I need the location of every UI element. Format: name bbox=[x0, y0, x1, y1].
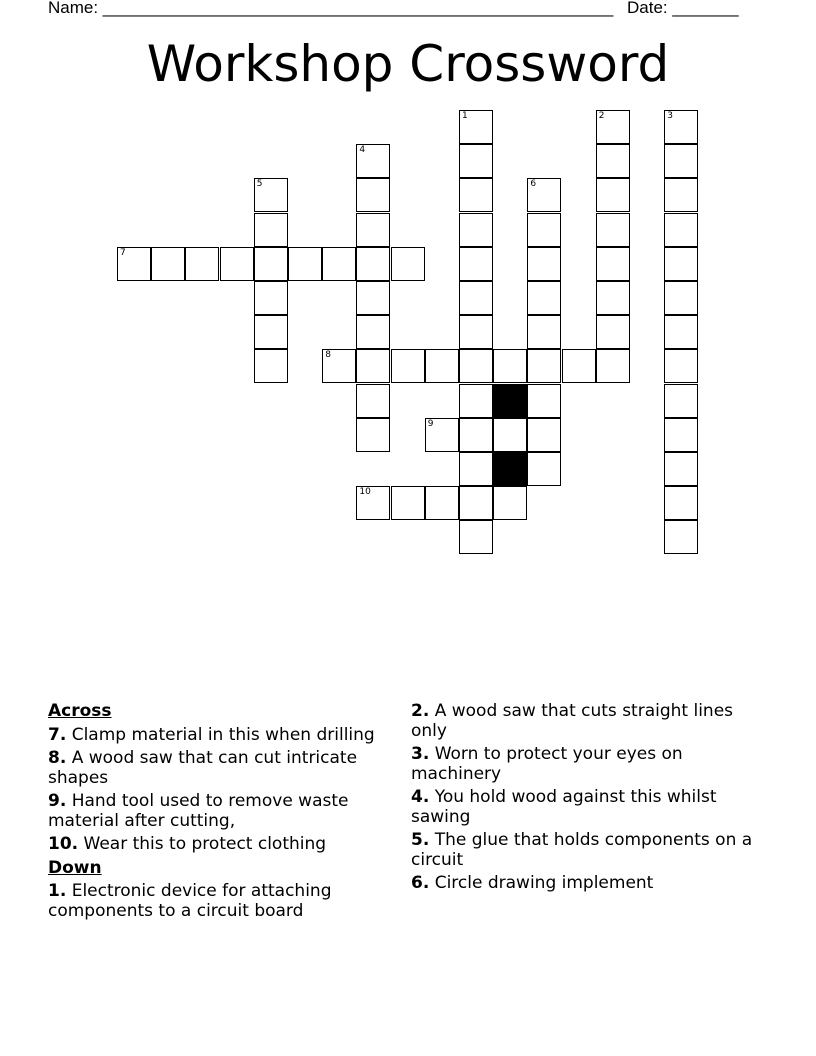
clue-text: Wear this to protect clothing bbox=[78, 834, 327, 854]
answer-cell[interactable] bbox=[425, 486, 459, 520]
answer-cell[interactable] bbox=[664, 384, 698, 418]
page-title: Workshop Crossword bbox=[146, 35, 670, 93]
answer-cell[interactable] bbox=[596, 315, 630, 349]
answer-cell[interactable] bbox=[459, 281, 493, 315]
clue-number: 10 bbox=[359, 487, 371, 498]
answer-cell[interactable] bbox=[664, 520, 698, 554]
clue-number-label: 5. bbox=[411, 830, 430, 850]
clue-item bbox=[411, 831, 771, 870]
answer-cell[interactable] bbox=[596, 110, 630, 144]
answer-cell[interactable] bbox=[459, 110, 493, 144]
answer-cell[interactable] bbox=[356, 213, 390, 247]
answer-cell[interactable] bbox=[220, 247, 254, 281]
clue-number-label: 4. bbox=[411, 787, 430, 807]
clues-right-column bbox=[411, 702, 771, 898]
black-cell bbox=[493, 452, 527, 486]
answer-cell[interactable] bbox=[596, 178, 630, 212]
down-clue-list-continued bbox=[411, 702, 771, 894]
answer-cell[interactable] bbox=[254, 213, 288, 247]
answer-cell[interactable] bbox=[596, 213, 630, 247]
clue-number: 4 bbox=[359, 145, 366, 156]
answer-cell[interactable] bbox=[527, 281, 561, 315]
answer-cell[interactable] bbox=[459, 178, 493, 212]
answer-cell[interactable] bbox=[459, 520, 493, 554]
answer-cell[interactable] bbox=[459, 486, 493, 520]
clue-item bbox=[411, 745, 771, 784]
answer-cell[interactable] bbox=[356, 384, 390, 418]
answer-cell[interactable] bbox=[322, 247, 356, 281]
answer-cell[interactable] bbox=[527, 452, 561, 486]
clue-number: 6 bbox=[530, 179, 537, 190]
answer-cell[interactable] bbox=[459, 452, 493, 486]
answer-cell[interactable] bbox=[356, 315, 390, 349]
clue-number-label: 8. bbox=[48, 748, 67, 768]
answer-cell[interactable] bbox=[527, 315, 561, 349]
answer-cell[interactable] bbox=[664, 178, 698, 212]
clue-text: Hand tool used to remove waste material after cutting, bbox=[48, 791, 349, 831]
answer-cell[interactable] bbox=[664, 418, 698, 452]
clues-left-column bbox=[48, 702, 388, 925]
clue-number: 7 bbox=[120, 247, 126, 258]
clue-item bbox=[48, 792, 388, 831]
across-heading: Across bbox=[48, 701, 112, 721]
answer-cell[interactable] bbox=[322, 349, 356, 383]
clue-item bbox=[48, 749, 388, 788]
answer-cell[interactable] bbox=[356, 178, 390, 212]
answer-cell[interactable] bbox=[288, 247, 322, 281]
clue-number-label: 1. bbox=[48, 881, 67, 901]
name-field-label[interactable]: Name: ______________________________________________________ bbox=[48, 0, 614, 17]
black-cell bbox=[493, 384, 527, 418]
clue-text: Electronic device for attaching components to a circuit board bbox=[48, 881, 332, 921]
answer-cell[interactable] bbox=[459, 418, 493, 452]
answer-cell[interactable] bbox=[527, 349, 561, 383]
answer-cell[interactable] bbox=[527, 213, 561, 247]
answer-cell[interactable] bbox=[527, 178, 561, 212]
answer-cell[interactable] bbox=[425, 418, 459, 452]
answer-cell[interactable] bbox=[527, 247, 561, 281]
answer-cell[interactable] bbox=[664, 247, 698, 281]
answer-cell[interactable] bbox=[151, 247, 185, 281]
clue-item bbox=[48, 882, 388, 921]
clue-number-label: 10. bbox=[48, 834, 79, 854]
answer-cell[interactable] bbox=[459, 315, 493, 349]
clue-text: Worn to protect your eyes on machinery bbox=[411, 744, 683, 784]
clue-number: 5 bbox=[256, 179, 263, 190]
answer-cell[interactable] bbox=[254, 315, 288, 349]
answer-cell[interactable] bbox=[664, 486, 698, 520]
answer-cell[interactable] bbox=[664, 281, 698, 315]
answer-cell[interactable] bbox=[254, 247, 288, 281]
down-clue-list bbox=[48, 882, 388, 921]
answer-cell[interactable] bbox=[254, 281, 288, 315]
answer-cell[interactable] bbox=[527, 384, 561, 418]
across-clue-list bbox=[48, 726, 388, 855]
clue-text: A wood saw that can cut intricate shapes bbox=[48, 748, 358, 788]
answer-cell[interactable] bbox=[664, 213, 698, 247]
answer-cell[interactable] bbox=[596, 247, 630, 281]
answer-cell[interactable] bbox=[664, 349, 698, 383]
clue-text: The glue that holds components on a circuit bbox=[411, 830, 753, 870]
answer-cell[interactable] bbox=[459, 144, 493, 178]
clue-number-label: 3. bbox=[411, 744, 430, 764]
answer-cell[interactable] bbox=[391, 349, 425, 383]
answer-cell[interactable] bbox=[459, 349, 493, 383]
clue-item bbox=[48, 726, 388, 746]
clue-item bbox=[411, 788, 771, 827]
answer-cell[interactable] bbox=[596, 144, 630, 178]
answer-cell[interactable] bbox=[527, 418, 561, 452]
answer-cell[interactable] bbox=[459, 247, 493, 281]
clue-item bbox=[48, 835, 388, 855]
answer-cell[interactable] bbox=[596, 281, 630, 315]
answer-cell[interactable] bbox=[254, 349, 288, 383]
answer-cell[interactable] bbox=[117, 247, 151, 281]
answer-cell[interactable] bbox=[254, 178, 288, 212]
clue-item bbox=[411, 874, 771, 894]
answer-cell[interactable] bbox=[493, 349, 527, 383]
answer-cell[interactable] bbox=[391, 247, 425, 281]
clue-number-label: 2. bbox=[411, 701, 430, 721]
answer-cell[interactable] bbox=[459, 213, 493, 247]
answer-cell[interactable] bbox=[185, 247, 219, 281]
answer-cell[interactable] bbox=[562, 349, 596, 383]
answer-cell[interactable] bbox=[664, 315, 698, 349]
clue-text: You hold wood against this whilst sawing bbox=[411, 787, 717, 827]
clue-number-label: 7. bbox=[48, 724, 67, 745]
clue-text: Clamp material in this when drilling bbox=[66, 724, 375, 745]
answer-cell[interactable] bbox=[459, 384, 493, 418]
clue-number: 3 bbox=[667, 111, 673, 121]
answer-cell[interactable] bbox=[493, 418, 527, 452]
answer-cell[interactable] bbox=[596, 349, 630, 383]
answer-cell[interactable] bbox=[425, 349, 459, 383]
down-heading: Down bbox=[48, 857, 102, 878]
clue-number: 8 bbox=[325, 350, 331, 361]
answer-cell[interactable] bbox=[664, 110, 698, 144]
answer-cell[interactable] bbox=[664, 452, 698, 486]
answer-cell[interactable] bbox=[493, 486, 527, 520]
answer-cell[interactable] bbox=[356, 418, 390, 452]
answer-cell[interactable] bbox=[356, 486, 390, 520]
clue-text: A wood saw that cuts straight lines only bbox=[411, 701, 734, 741]
clue-number: 1 bbox=[462, 111, 468, 121]
answer-cell[interactable] bbox=[391, 486, 425, 520]
answer-cell[interactable] bbox=[356, 349, 390, 383]
answer-cell[interactable] bbox=[356, 247, 390, 281]
clue-text: Circle drawing implement bbox=[429, 873, 654, 893]
clue-number: 9 bbox=[427, 418, 434, 429]
answer-cell[interactable] bbox=[664, 144, 698, 178]
answer-cell[interactable] bbox=[356, 144, 390, 178]
date-field-label[interactable]: Date: _______ bbox=[627, 0, 739, 17]
clue-number: 2 bbox=[598, 111, 605, 121]
answer-cell[interactable] bbox=[356, 281, 390, 315]
clue-number-label: 9. bbox=[48, 791, 67, 811]
clue-number-label: 6. bbox=[411, 873, 430, 893]
clue-item bbox=[411, 702, 771, 741]
